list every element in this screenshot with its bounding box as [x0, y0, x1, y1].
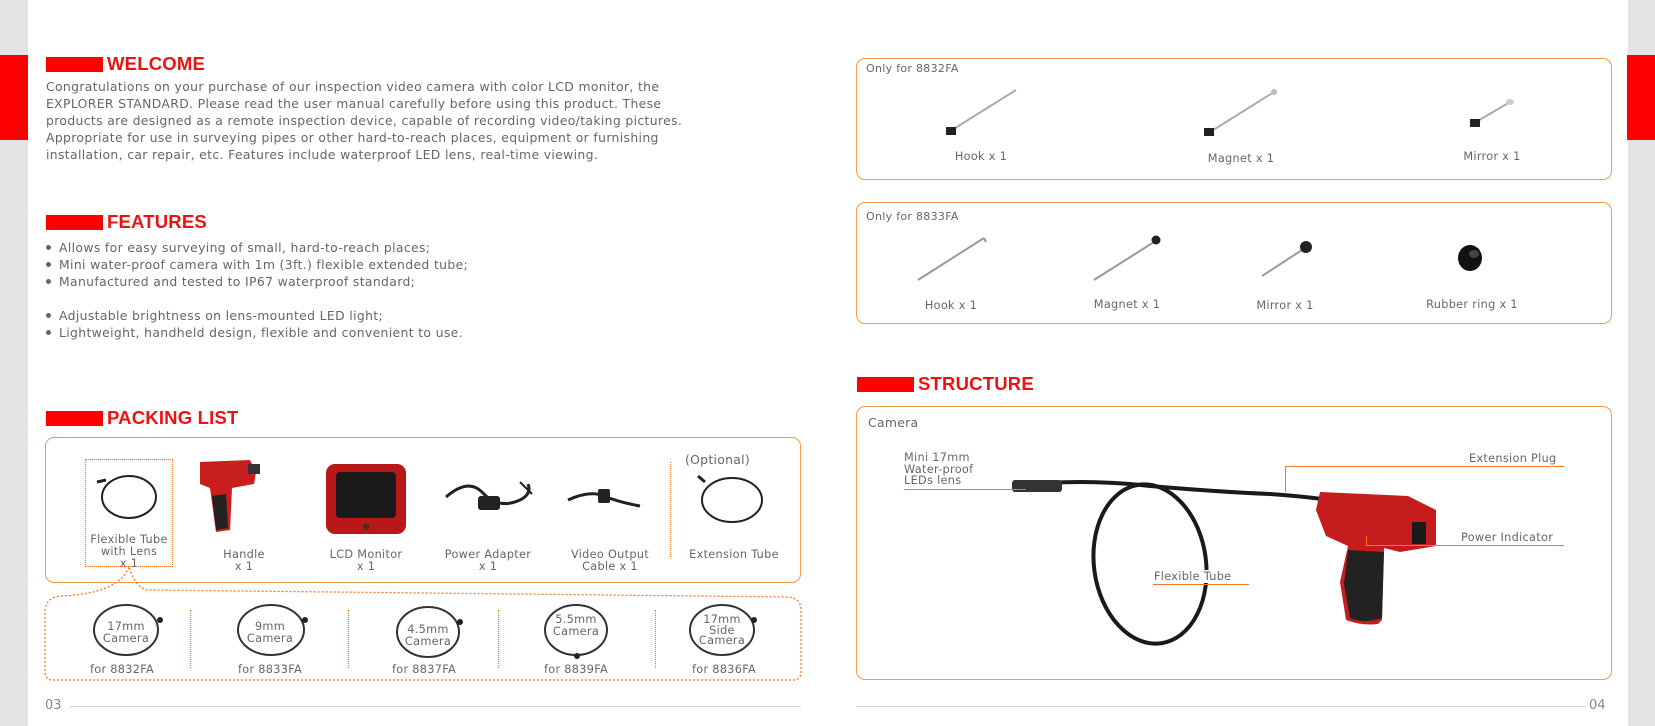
- camera-type: Camera: [404, 635, 452, 648]
- footer-rule: [856, 706, 1586, 707]
- camera-size: 9mm: [254, 620, 286, 633]
- camera-size: 5.5mm: [555, 613, 597, 626]
- item-label: Extension Tube: [689, 548, 779, 561]
- welcome-heading-text: WELCOME: [107, 53, 206, 74]
- welcome-line: products are designed as a remote inspection device, capable of recording video/taking pictures.: [46, 113, 683, 128]
- item-qty: x 1: [356, 560, 376, 573]
- gun-handle-icon: [1316, 492, 1436, 625]
- accessory-label: Hook x 1: [954, 150, 1008, 163]
- item-label: Video Output: [570, 548, 650, 561]
- camera-type: Camera: [246, 632, 294, 645]
- feature-text: Allows for easy surveying of small, hard-to-reach places;: [59, 240, 431, 255]
- camera-model: for 8836FA: [691, 663, 757, 676]
- accessory-label: Hook x 1: [924, 299, 978, 312]
- accessories-8832-title: Only for 8832FA: [866, 62, 959, 75]
- camera-size: 4.5mm: [407, 623, 449, 636]
- optional-label: (Optional): [685, 452, 751, 467]
- lens-label-line: Water-proof: [904, 462, 974, 476]
- packing-heading-text: PACKING LIST: [107, 407, 239, 428]
- page-number-left: 03: [45, 698, 62, 713]
- accessories-8833-title: Only for 8833FA: [866, 210, 959, 223]
- camera-type: Camera: [552, 625, 600, 638]
- power-indicator-leader: [1366, 545, 1564, 546]
- flexible-tube-leader: [1153, 584, 1249, 585]
- feature-text: Manufactured and tested to IP67 waterproof standard;: [59, 274, 416, 289]
- camera-type: Camera: [698, 634, 746, 647]
- power-indicator-leader-drop: [1366, 536, 1367, 546]
- camera-type: Side: [709, 623, 735, 637]
- feature-text: Lightweight, handheld design, flexible and convenient to use.: [59, 325, 463, 340]
- accessory-label: Magnet x 1: [1207, 152, 1275, 165]
- item-qty: x 1: [478, 560, 498, 573]
- camera-type: Camera: [102, 632, 150, 645]
- item-label: Power Adapter: [444, 548, 532, 561]
- structure-heading-text: STRUCTURE: [918, 373, 1034, 394]
- lens-label: [904, 452, 973, 487]
- welcome-line: Congratulations on your purchase of our inspection video camera with color LCD monitor, the: [46, 79, 660, 94]
- welcome-line: EXPLORER STANDARD. Please read the user manual carefully before using this product. These: [46, 96, 662, 111]
- accessory-label: Mirror x 1: [1463, 150, 1521, 163]
- page-number-right: 04: [1589, 698, 1606, 713]
- camera-size: 17mm: [703, 613, 741, 626]
- item-label: LCD Monitor: [329, 548, 403, 561]
- item-label: Handle: [223, 548, 265, 561]
- welcome-line: installation, car repair, etc. Features include waterproof LED lens, real-time viewing.: [46, 147, 599, 162]
- extension-plug-leader: [1285, 466, 1564, 467]
- lens-leader: [904, 489, 1026, 490]
- camera-size: 17mm: [107, 620, 145, 633]
- extension-plug-label: Extension Plug: [1469, 452, 1557, 465]
- item-label: with Lens: [100, 545, 158, 558]
- camera-model: for 8839FA: [543, 663, 609, 676]
- feature-text: Adjustable brightness on lens-mounted LED light;: [59, 308, 384, 323]
- accessory-label: Rubber ring x 1: [1426, 298, 1518, 311]
- features-heading-text: FEATURES: [107, 211, 207, 232]
- item-qty: x 1: [119, 557, 139, 570]
- power-indicator-label: Power Indicator: [1461, 531, 1554, 544]
- item-qty: x 1: [234, 560, 254, 573]
- lens-label-line: LEDs lens: [904, 474, 962, 487]
- welcome-line: Appropriate for use in surveying pipes or other hard-to-reach places, equipment or furnishing: [46, 130, 659, 145]
- lens-head-icon: [1012, 480, 1062, 492]
- item-label: Flexible Tube: [90, 533, 168, 546]
- tube-coil-icon: [1083, 477, 1216, 651]
- lens-label-line: Mini 17mm: [904, 451, 970, 464]
- camera-model: for 8832FA: [89, 663, 155, 676]
- camera-model: for 8833FA: [237, 663, 303, 676]
- camera-model: for 8837FA: [391, 663, 457, 676]
- structure-panel-title: Camera: [868, 415, 919, 430]
- extension-plug-leader-drop: [1285, 466, 1286, 492]
- item-qty: Cable x 1: [582, 560, 638, 573]
- flexible-tube-label: Flexible Tube: [1154, 570, 1232, 583]
- accessory-label: Magnet x 1: [1093, 298, 1161, 311]
- feature-text: Mini water-proof camera with 1m (3ft.) flexible extended tube;: [59, 257, 469, 272]
- accessory-label: Mirror x 1: [1256, 299, 1314, 312]
